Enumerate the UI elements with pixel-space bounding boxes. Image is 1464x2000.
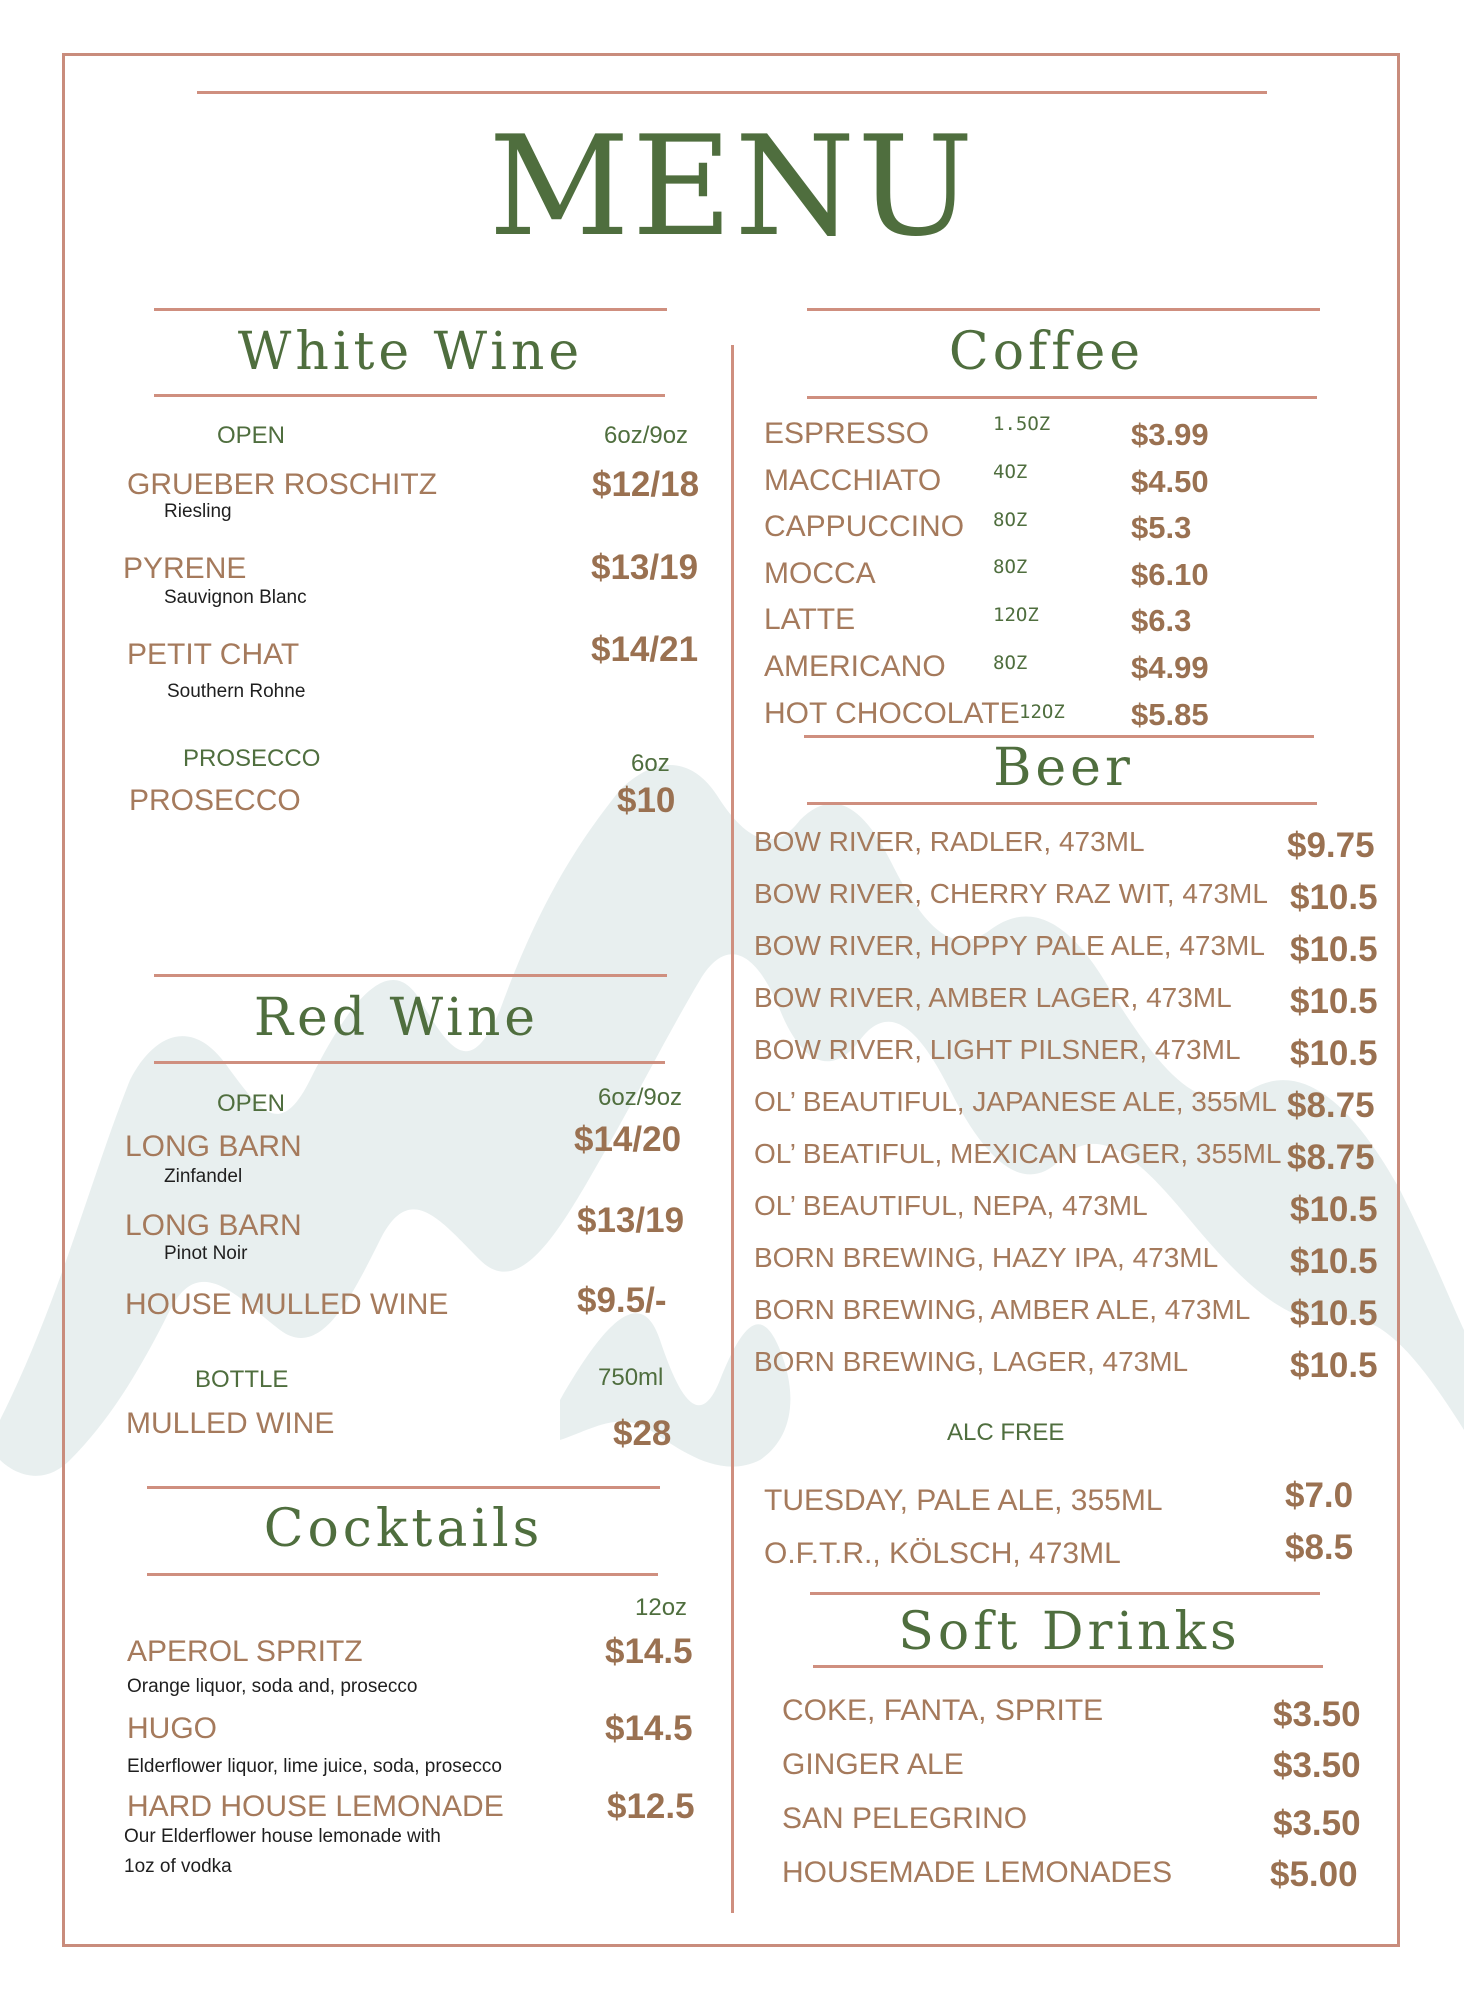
cocktails-rule-bottom [147, 1573, 658, 1576]
coffee-item-price: $4.50 [1131, 464, 1209, 499]
menu-title: MENU [488, 106, 976, 267]
beer-item-price: $10.5 [1290, 1242, 1378, 1281]
beer-item-name: OL’ BEAUTIFUL, NEPA, 473ML [754, 1190, 1148, 1221]
red-wine-heading: Red Wine [253, 988, 540, 1048]
coffee-item-size: 8OZ [993, 652, 1028, 674]
soft-drink-item-price: $3.50 [1273, 1804, 1361, 1843]
prosecco-name: PROSECCO [129, 784, 301, 817]
beer-item-name: BOW RIVER, RADLER, 473ML [754, 826, 1145, 857]
bottle-size: 750ml [598, 1364, 664, 1391]
soft-drinks-heading: Soft Drinks [898, 1602, 1241, 1662]
red-wine-item-price: $14/20 [574, 1120, 682, 1159]
soft-drinks-rule-top [810, 1592, 1320, 1595]
beer-item-price: $10.5 [1290, 930, 1378, 969]
prosecco-size: 6oz [631, 750, 670, 777]
cocktail-item-price: $14.5 [605, 1709, 693, 1748]
beer-item-name: BOW RIVER, CHERRY RAZ WIT, 473ML [754, 878, 1268, 909]
red-wine-item-name: LONG BARN [125, 1130, 302, 1163]
beer-item-name: BORN BREWING, LAGER, 473ML [754, 1346, 1189, 1377]
coffee-item-name: MACCHIATO [764, 464, 942, 497]
cocktail-item-sub: Our Elderflower house lemonade with [124, 1826, 441, 1847]
cocktail-item-sub: Orange liquor, soda and, prosecco [127, 1676, 418, 1697]
coffee-item-size: 12OZ [1019, 701, 1065, 723]
coffee-item-name: AMERICANO [764, 650, 946, 683]
soft-drink-item-price: $3.50 [1273, 1695, 1361, 1734]
coffee-item-name: HOT CHOCOLATE [764, 697, 1020, 730]
cocktails-heading: Cocktails [263, 1499, 544, 1559]
soft-drink-item-name: GINGER ALE [782, 1748, 964, 1781]
red-wine-item-price: $13/19 [577, 1201, 685, 1240]
red-wine-size-label: 6oz/9oz [598, 1084, 683, 1111]
red-wine-item-price: $9.5/- [577, 1281, 667, 1320]
beer-item-name: BOW RIVER, HOPPY PALE ALE, 473ML [754, 930, 1265, 961]
soft-drink-item-name: HOUSEMADE LEMONADES [782, 1856, 1173, 1889]
coffee-item-size: 1.5OZ [993, 413, 1051, 435]
beer-item-price: $8.75 [1287, 1086, 1375, 1125]
bottle-label: BOTTLE [195, 1366, 289, 1393]
coffee-item-name: CAPPUCCINO [764, 510, 965, 543]
white-wine-rule-bottom [154, 394, 665, 397]
soft-drink-item-price: $5.00 [1270, 1855, 1358, 1894]
beer-heading: Beer [993, 738, 1134, 798]
beer-item-price: $10.5 [1290, 1190, 1378, 1229]
coffee-rule-top [807, 308, 1320, 311]
beer-rule-bottom [807, 802, 1317, 805]
alc-free-item-name: O.F.T.R., KÖLSCH, 473ML [764, 1537, 1121, 1570]
coffee-item-size: 8OZ [993, 509, 1028, 531]
beer-item-name: BORN BREWING, HAZY IPA, 473ML [754, 1242, 1219, 1273]
column-divider [731, 345, 734, 1913]
coffee-item-size: 12OZ [993, 604, 1039, 626]
beer-item-name: BOW RIVER, LIGHT PILSNER, 473ML [754, 1034, 1241, 1065]
beer-item-price: $10.5 [1290, 1034, 1378, 1073]
beer-item-price: $9.75 [1287, 826, 1375, 865]
coffee-item-price: $6.10 [1131, 557, 1209, 592]
beer-item-price: $10.5 [1290, 878, 1378, 917]
prosecco-label: PROSECCO [183, 745, 321, 772]
cocktail-item-price: $12.5 [607, 1787, 695, 1826]
white-wine-item-name: GRUEBER ROSCHITZ [127, 468, 438, 501]
beer-item-price: $8.75 [1287, 1138, 1375, 1177]
beer-item-name: BORN BREWING, AMBER ALE, 473ML [754, 1294, 1251, 1325]
beer-item-price: $10.5 [1290, 1294, 1378, 1333]
coffee-item-name: MOCCA [764, 557, 876, 590]
coffee-item-price: $5.85 [1131, 697, 1209, 732]
coffee-item-size: 8OZ [993, 556, 1028, 578]
top-divider [197, 91, 1267, 94]
white-wine-open-label: OPEN [217, 422, 286, 449]
red-wine-item-sub: Pinot Noir [164, 1243, 248, 1264]
red-wine-open-label: OPEN [217, 1090, 286, 1117]
cocktails-size-label: 12oz [635, 1594, 688, 1621]
white-wine-rule-top [154, 308, 667, 311]
soft-drink-item-price: $3.50 [1273, 1746, 1361, 1785]
cocktails-rule-top [147, 1486, 660, 1489]
white-wine-item-name: PYRENE [123, 552, 247, 585]
white-wine-item-sub: Southern Rohne [167, 681, 306, 702]
white-wine-item-sub: Sauvignon Blanc [164, 587, 307, 608]
red-wine-item-name: LONG BARN [125, 1209, 302, 1242]
white-wine-item-price: $12/18 [592, 465, 700, 504]
coffee-heading: Coffee [948, 322, 1145, 382]
coffee-item-price: $6.3 [1131, 603, 1192, 638]
white-wine-item-name: PETIT CHAT [127, 638, 300, 671]
beer-item-price: $10.5 [1290, 1346, 1378, 1385]
coffee-item-size: 4OZ [993, 461, 1028, 483]
cocktail-item-name: APEROL SPRITZ [127, 1635, 363, 1668]
soft-drink-item-name: COKE, FANTA, SPRITE [782, 1694, 1104, 1727]
bottle-name: MULLED WINE [126, 1407, 335, 1440]
soft-drinks-rule-bottom [813, 1665, 1323, 1668]
red-wine-rule-bottom [154, 1061, 665, 1064]
beer-item-name: OL’ BEAUTIFUL, JAPANESE ALE, 355ML [754, 1086, 1277, 1117]
alc-free-item-name: TUESDAY, PALE ALE, 355ML [764, 1484, 1163, 1517]
white-wine-item-price: $14/21 [591, 630, 699, 669]
coffee-item-price: $3.99 [1131, 417, 1209, 452]
cocktail-item-name: HARD HOUSE LEMONADE [127, 1790, 504, 1823]
coffee-item-name: ESPRESSO [764, 417, 930, 450]
prosecco-price: $10 [617, 781, 676, 820]
cocktail-item-price: $14.5 [605, 1632, 693, 1671]
soft-drink-item-name: SAN PELEGRINO [782, 1802, 1028, 1835]
alc-free-item-price: $8.5 [1285, 1528, 1354, 1567]
white-wine-item-price: $13/19 [591, 548, 699, 587]
cocktail-item-sub: 1oz of vodka [124, 1856, 232, 1877]
white-wine-item-sub: Riesling [164, 501, 232, 522]
coffee-item-price: $4.99 [1131, 650, 1209, 685]
cocktail-item-name: HUGO [127, 1712, 217, 1745]
coffee-rule-bottom [807, 396, 1317, 399]
cocktail-item-sub: Elderflower liquor, lime juice, soda, prosecco [127, 1756, 502, 1777]
beer-item-price: $10.5 [1290, 982, 1378, 1021]
red-wine-rule-top [154, 974, 667, 977]
red-wine-item-name: HOUSE MULLED WINE [125, 1288, 449, 1321]
white-wine-heading: White Wine [237, 322, 584, 382]
coffee-item-name: LATTE [764, 603, 856, 636]
beer-item-name: BOW RIVER, AMBER LAGER, 473ML [754, 982, 1232, 1013]
white-wine-size-label: 6oz/9oz [604, 422, 689, 449]
red-wine-item-sub: Zinfandel [164, 1166, 243, 1187]
beer-item-name: OL’ BEATIFUL, MEXICAN LAGER, 355ML [754, 1138, 1282, 1169]
alc-free-item-price: $7.0 [1285, 1476, 1354, 1515]
coffee-item-price: $5.3 [1131, 510, 1192, 545]
alc-free-label: ALC FREE [947, 1419, 1065, 1446]
bottle-price: $28 [613, 1414, 672, 1453]
